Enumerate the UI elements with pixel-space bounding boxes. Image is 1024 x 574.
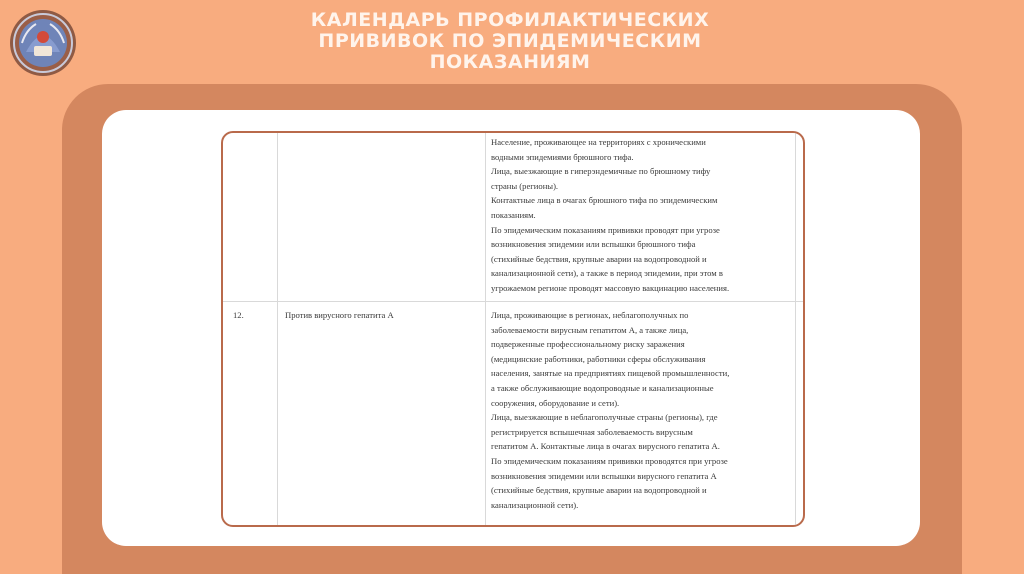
table-cell-number: 12. — [233, 310, 244, 320]
indication-line: Население, проживающее на территориях с хроническими — [491, 137, 706, 147]
indication-line: населения, занятые на предприятиях пищевой промышленности, — [491, 368, 730, 379]
indication-line: регистрируется вспышечная заболеваемость вирусным — [491, 426, 693, 437]
table-cell-vaccine: Против вирусного гепатита А — [285, 310, 394, 320]
indication-line: водными эпидемиями брюшного тифа. — [491, 151, 634, 162]
indication-line: сооружения, оборудование и сети). — [491, 397, 620, 408]
indication-line: Лица, проживающие в регионах, неблагополучных по — [491, 310, 689, 320]
title-line: ПРИВИВОК ПО ЭПИДЕМИЧЕСКИМ — [318, 30, 702, 52]
indication-line: возникновения эпидемии или вспышки брюшного тифа — [491, 239, 696, 250]
indication-line: страны (регионы). — [491, 180, 559, 191]
indication-line: Лица, выезжающие в гиперэндемичные по брюшному тифу — [491, 166, 711, 177]
indication-line: а также обслуживающие водопроводные и канализационные — [491, 382, 714, 393]
table-cell-indications — [491, 135, 791, 296]
table-cell-indications — [491, 308, 791, 512]
column-divider — [277, 133, 278, 525]
column-divider — [485, 133, 486, 525]
indication-line: канализационной сети). — [491, 499, 579, 510]
indication-line: гепатитом А. Контактные лица в очагах вирусного гепатита А. — [491, 441, 720, 452]
indication-line: (стихийные бедствия, крупные аварии на водопроводной и — [491, 485, 707, 496]
indication-line: По эпидемическим показаниям прививки проводятся при угрозе — [491, 455, 728, 466]
indication-line: По эпидемическим показаниям прививки проводят при угрозе — [491, 224, 720, 235]
row-divider — [223, 301, 803, 302]
indication-line: Контактные лица в очагах брюшного тифа по эпидемическим — [491, 195, 718, 206]
indication-line: показаниям. — [491, 209, 536, 220]
indication-line: (медицинские работники, работники сферы обслуживания — [491, 353, 706, 364]
title-line: КАЛЕНДАРЬ ПРОФИЛАКТИЧЕСКИХ — [310, 9, 710, 31]
logo-emblem — [10, 10, 76, 76]
page-title — [190, 10, 830, 73]
indication-line: возникновения эпидемии или вспышки вирусного гепатита А — [491, 470, 717, 481]
indication-line: подверженные профессиональному риску заражения — [491, 339, 685, 350]
column-divider — [795, 133, 796, 525]
indication-line: (стихийные бедствия, крупные аварии на водопроводной и — [491, 253, 707, 264]
emblem-icon — [12, 12, 74, 74]
indication-line: заболеваемости вирусным гепатитом А, а также лица, — [491, 324, 689, 335]
vaccination-table — [221, 131, 805, 527]
indication-line: угрожаемом регионе проводят массовую вакцинацию населения. — [491, 282, 730, 293]
indication-line: Лица, выезжающие в неблагополучные страны (регионы), где — [491, 412, 718, 423]
indication-line: канализационной сети), а также в период эпидемии, при этом в — [491, 268, 723, 279]
title-line: ПОКАЗАНИЯМ — [429, 51, 591, 73]
